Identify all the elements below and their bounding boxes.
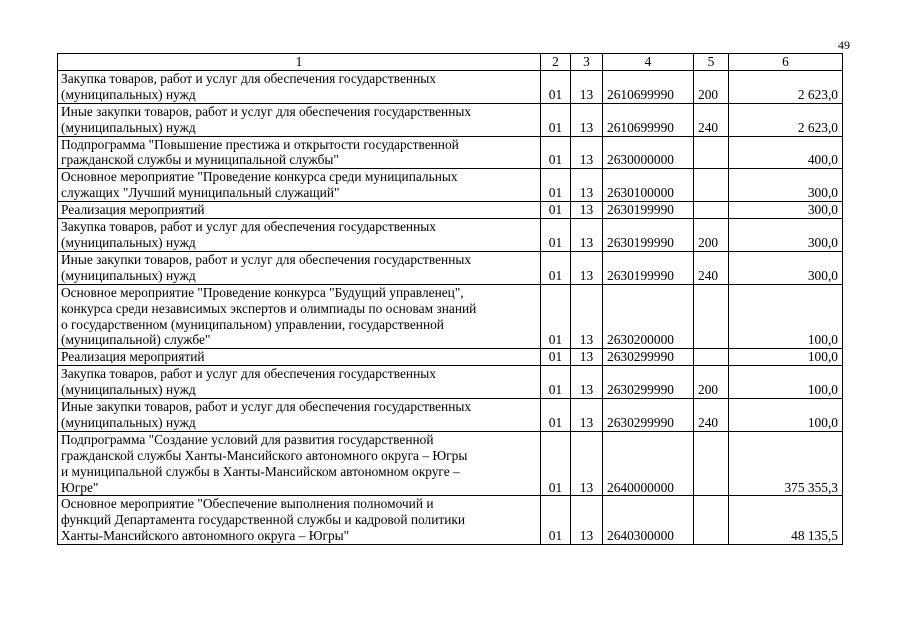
row-name-cell <box>58 399 541 432</box>
row-name-line: (муниципальных) нужд <box>61 234 196 250</box>
subsection-code-cell: 13 <box>571 251 603 284</box>
column-header: 5 <box>694 54 729 71</box>
target-article-cell: 2630299990 <box>603 399 694 432</box>
expense-type-cell <box>694 284 729 349</box>
target-article-cell: 2630200000 <box>603 284 694 349</box>
target-article-cell: 2630199990 <box>603 251 694 284</box>
column-header: 1 <box>58 54 541 71</box>
table-row <box>58 366 843 399</box>
amount-cell: 100,0 <box>729 399 843 432</box>
amount-cell: 300,0 <box>729 219 843 252</box>
section-code-cell: 01 <box>541 349 571 366</box>
expense-type-cell: 200 <box>694 219 729 252</box>
amount-cell: 48 135,5 <box>729 496 843 545</box>
row-name-line: функций Департамента государственной службы и кадровой политики <box>61 512 466 528</box>
amount-cell: 100,0 <box>729 284 843 349</box>
table-row <box>58 349 843 366</box>
amount-cell: 300,0 <box>729 202 843 219</box>
table-row <box>58 399 843 432</box>
section-code-cell: 01 <box>541 169 571 202</box>
expense-type-cell: 240 <box>694 251 729 284</box>
expense-type-cell <box>694 169 729 202</box>
row-name-cell <box>58 103 541 136</box>
amount-cell: 100,0 <box>729 349 843 366</box>
amount-cell: 2 623,0 <box>729 103 843 136</box>
expense-type-cell <box>694 202 729 219</box>
target-article-cell: 2640000000 <box>603 431 694 496</box>
expense-type-cell <box>694 136 729 169</box>
subsection-code-cell: 13 <box>571 496 603 545</box>
section-code-cell: 01 <box>541 399 571 432</box>
amount-cell: 375 355,3 <box>729 431 843 496</box>
row-name-cell <box>58 349 541 366</box>
row-name-cell <box>58 496 541 545</box>
amount-cell: 2 623,0 <box>729 70 843 103</box>
subsection-code-cell: 13 <box>571 169 603 202</box>
row-name-line: Подпрограмма "Повышение престижа и открытости государственной <box>61 136 459 152</box>
row-name-line: (муниципальных) нужд <box>61 119 196 135</box>
row-name-line: Иные закупки товаров, работ и услуг для обеспечения государственных <box>61 251 472 267</box>
row-name-line: и муниципальной службы в Ханты-Мансийском автономном округе – <box>61 463 460 479</box>
table-row <box>58 431 843 496</box>
row-name-line: Реализация мероприятий <box>61 349 205 365</box>
table-row <box>58 103 843 136</box>
expense-type-cell <box>694 349 729 366</box>
budget-table <box>57 53 843 545</box>
expense-type-cell: 200 <box>694 70 729 103</box>
section-code-cell: 01 <box>541 103 571 136</box>
section-code-cell: 01 <box>541 431 571 496</box>
row-name-line: Ханты-Мансийского автономного округа – Югры" <box>61 528 350 544</box>
row-name-cell <box>58 202 541 219</box>
row-name-line: Реализация мероприятий <box>61 202 205 218</box>
target-article-cell: 2630199990 <box>603 219 694 252</box>
row-name-line: (муниципальных) нужд <box>61 267 196 283</box>
amount-cell: 300,0 <box>729 169 843 202</box>
row-name-line: Закупка товаров, работ и услуг для обеспечения государственных <box>61 70 436 86</box>
row-name-line: (муниципальных) нужд <box>61 86 196 102</box>
row-name-cell <box>58 219 541 252</box>
row-name-line: Основное мероприятие "Проведение конкурса среди муниципальных <box>61 169 458 185</box>
section-code-cell: 01 <box>541 202 571 219</box>
row-name-cell <box>58 251 541 284</box>
row-name-line: Иные закупки товаров, работ и услуг для обеспечения государственных <box>61 399 472 415</box>
row-name-line: Закупка товаров, работ и услуг для обеспечения государственных <box>61 219 436 235</box>
amount-cell: 100,0 <box>729 366 843 399</box>
row-name-line: (муниципальных) нужд <box>61 382 196 398</box>
subsection-code-cell: 13 <box>571 366 603 399</box>
column-header: 2 <box>541 54 571 71</box>
row-name-cell <box>58 136 541 169</box>
target-article-cell: 2610699990 <box>603 103 694 136</box>
row-name-line: Основное мероприятие "Проведение конкурса "Будущий управленец", <box>61 284 464 300</box>
subsection-code-cell: 13 <box>571 431 603 496</box>
section-code-cell: 01 <box>541 284 571 349</box>
row-name-cell <box>58 284 541 349</box>
row-name-line: конкурса среди независимых экспертов и олимпиады по основам знаний <box>61 300 477 316</box>
amount-cell: 300,0 <box>729 251 843 284</box>
row-name-line: гражданской службы и муниципальной службы" <box>61 152 339 168</box>
expense-type-cell: 240 <box>694 399 729 432</box>
section-code-cell: 01 <box>541 219 571 252</box>
subsection-code-cell: 13 <box>571 136 603 169</box>
section-code-cell: 01 <box>541 136 571 169</box>
row-name-cell <box>58 431 541 496</box>
expense-type-cell: 240 <box>694 103 729 136</box>
row-name-line: служащих "Лучший муниципальный служащий" <box>61 185 340 201</box>
section-code-cell: 01 <box>541 70 571 103</box>
table-row <box>58 219 843 252</box>
target-article-cell: 2630000000 <box>603 136 694 169</box>
target-article-cell: 2630299990 <box>603 349 694 366</box>
page-number: 49 <box>838 38 850 52</box>
subsection-code-cell: 13 <box>571 284 603 349</box>
subsection-code-cell: 13 <box>571 219 603 252</box>
table-row <box>58 284 843 349</box>
subsection-code-cell: 13 <box>571 399 603 432</box>
row-name-line: (муниципальной) службе" <box>61 332 211 348</box>
row-name-line: Югре" <box>61 479 99 495</box>
table-row <box>58 251 843 284</box>
table-row <box>58 136 843 169</box>
table-row <box>58 70 843 103</box>
target-article-cell: 2610699990 <box>603 70 694 103</box>
target-article-cell: 2630199990 <box>603 202 694 219</box>
row-name-line: Закупка товаров, работ и услуг для обеспечения государственных <box>61 366 436 382</box>
target-article-cell: 2640300000 <box>603 496 694 545</box>
subsection-code-cell: 13 <box>571 349 603 366</box>
row-name-line: Иные закупки товаров, работ и услуг для обеспечения государственных <box>61 103 472 119</box>
row-name-line: гражданской службы Ханты-Мансийского автономного округа – Югры <box>61 447 468 463</box>
row-name-line: Подпрограмма "Создание условий для развития государственной <box>61 431 434 447</box>
section-code-cell: 01 <box>541 496 571 545</box>
row-name-cell <box>58 169 541 202</box>
section-code-cell: 01 <box>541 366 571 399</box>
table-row <box>58 202 843 219</box>
column-header: 6 <box>729 54 843 71</box>
subsection-code-cell: 13 <box>571 202 603 219</box>
subsection-code-cell: 13 <box>571 70 603 103</box>
target-article-cell: 2630100000 <box>603 169 694 202</box>
row-name-line: (муниципальных) нужд <box>61 414 196 430</box>
table-row <box>58 169 843 202</box>
row-name-cell <box>58 366 541 399</box>
section-code-cell: 01 <box>541 251 571 284</box>
table-row <box>58 496 843 545</box>
row-name-cell <box>58 70 541 103</box>
column-header: 4 <box>603 54 694 71</box>
expense-type-cell: 200 <box>694 366 729 399</box>
table-header-row <box>58 54 843 71</box>
row-name-line: о государственном (муниципальном) управлении, государственной <box>61 316 444 332</box>
target-article-cell: 2630299990 <box>603 366 694 399</box>
row-name-line: Основное мероприятие "Обеспечение выполнения полномочий и <box>61 496 434 512</box>
amount-cell: 400,0 <box>729 136 843 169</box>
subsection-code-cell: 13 <box>571 103 603 136</box>
expense-type-cell <box>694 431 729 496</box>
column-header: 3 <box>571 54 603 71</box>
expense-type-cell <box>694 496 729 545</box>
